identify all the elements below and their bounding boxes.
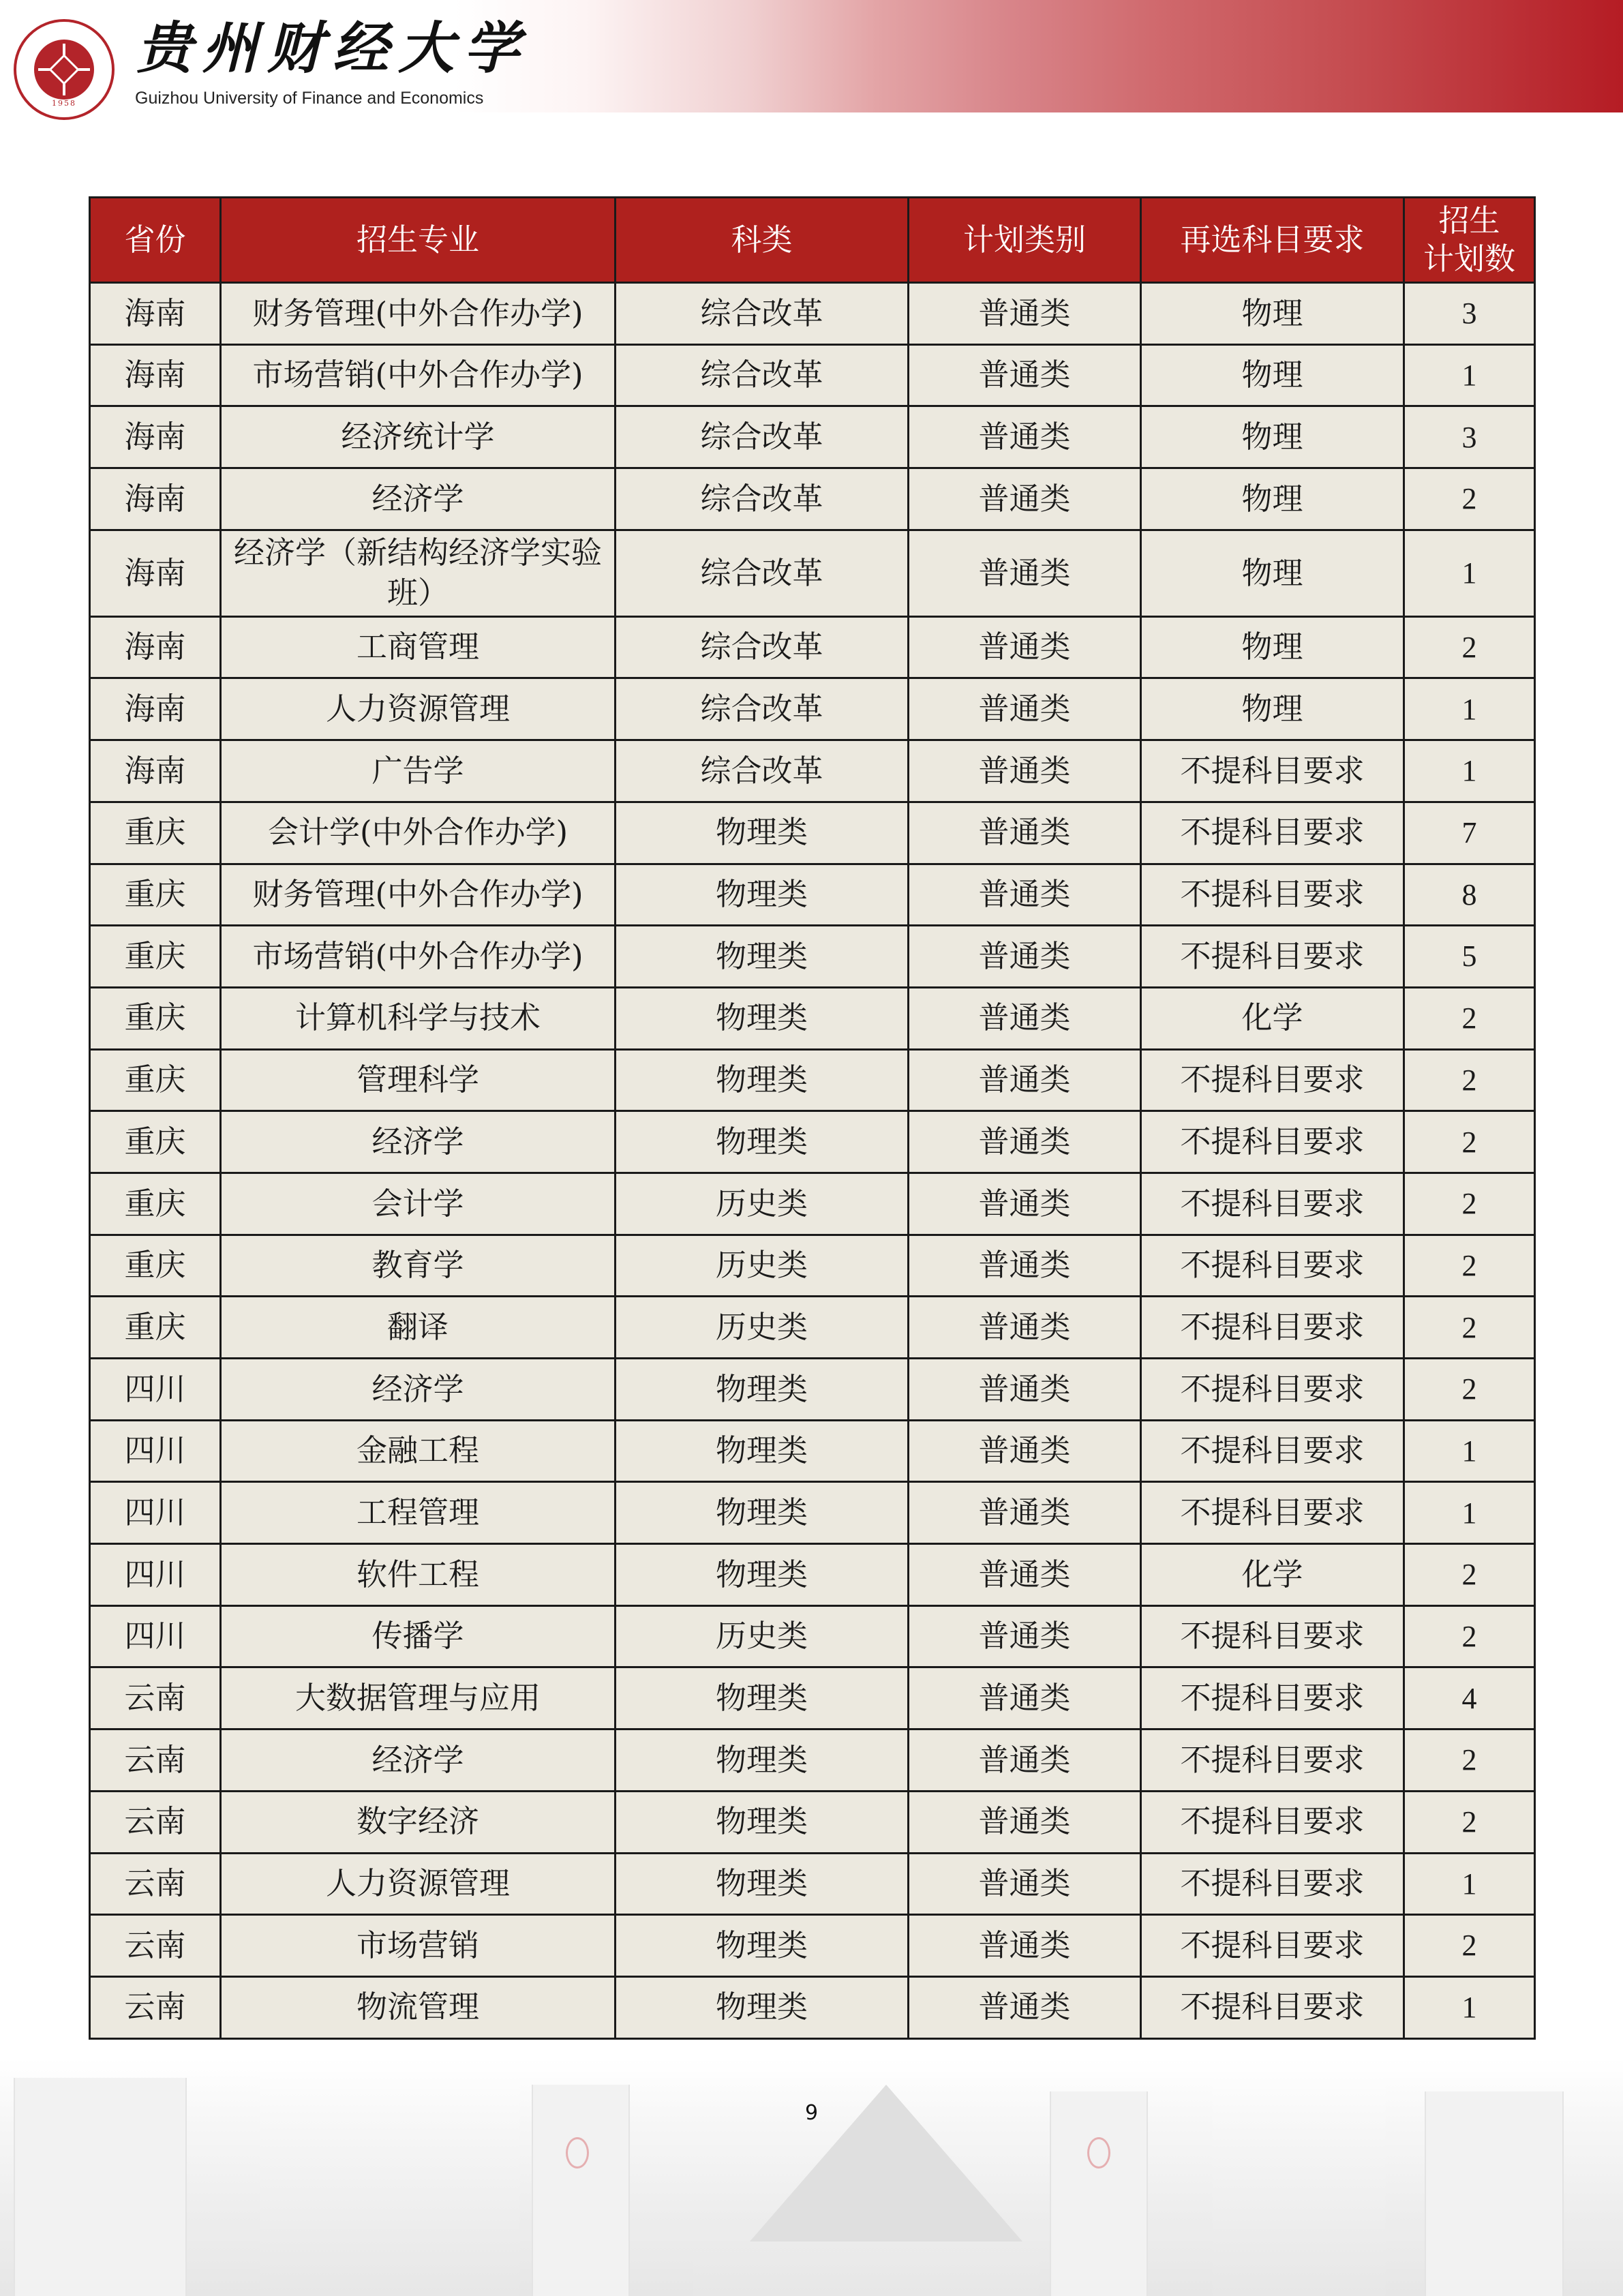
seal-year: 1958 bbox=[52, 99, 76, 108]
major-cell: 财务管理(中外合作办学) bbox=[221, 864, 616, 926]
column-header-label: 再选科目要求 bbox=[1180, 221, 1365, 258]
subject-requirement-cell: 化学 bbox=[1141, 987, 1404, 1049]
province-cell: 重庆 bbox=[90, 987, 221, 1049]
column-header bbox=[1404, 198, 1535, 283]
plan-type-cell: 普通类 bbox=[909, 1791, 1141, 1853]
province-cell: 云南 bbox=[90, 1791, 221, 1853]
plan-type-cell: 普通类 bbox=[909, 283, 1141, 345]
plan-type-cell: 普通类 bbox=[909, 468, 1141, 530]
plan-type-cell: 普通类 bbox=[909, 1544, 1141, 1606]
major-cell: 广告学 bbox=[221, 740, 616, 802]
subject-requirement-cell: 不提科目要求 bbox=[1141, 1791, 1404, 1853]
column-header-label: 招生专业 bbox=[356, 221, 479, 258]
major-cell: 经济学 bbox=[221, 468, 616, 530]
subject-category-cell: 综合改革 bbox=[616, 406, 909, 468]
plan-type-cell: 普通类 bbox=[909, 1976, 1141, 2038]
subject-requirement-cell: 物理 bbox=[1141, 530, 1404, 616]
table-row bbox=[90, 1729, 1535, 1792]
major-cell: 市场营销(中外合作办学) bbox=[221, 344, 616, 406]
table-row bbox=[90, 1297, 1535, 1359]
major-cell: 会计学 bbox=[221, 1173, 616, 1235]
plan-type-cell: 普通类 bbox=[909, 1482, 1141, 1544]
subject-category-cell: 综合改革 bbox=[616, 740, 909, 802]
subject-category-cell: 物理类 bbox=[616, 1544, 909, 1606]
table-row bbox=[90, 1915, 1535, 1977]
subject-requirement-cell: 不提科目要求 bbox=[1141, 1173, 1404, 1235]
subject-category-cell: 物理类 bbox=[616, 1791, 909, 1853]
plan-count-cell: 4 bbox=[1404, 1667, 1535, 1729]
plan-count-cell: 7 bbox=[1404, 802, 1535, 864]
subject-category-cell: 历史类 bbox=[616, 1235, 909, 1297]
major-cell: 经济统计学 bbox=[221, 406, 616, 468]
major-cell: 财务管理(中外合作办学) bbox=[221, 283, 616, 345]
plan-type-cell: 普通类 bbox=[909, 1729, 1141, 1792]
seal-emblem bbox=[34, 40, 94, 100]
table-row bbox=[90, 1235, 1535, 1297]
plan-type-cell: 普通类 bbox=[909, 1111, 1141, 1173]
university-seal-icon bbox=[14, 19, 115, 120]
subject-category-cell: 历史类 bbox=[616, 1605, 909, 1667]
subject-category-cell: 物理类 bbox=[616, 1482, 909, 1544]
plan-type-cell: 普通类 bbox=[909, 616, 1141, 678]
header-row bbox=[90, 198, 1535, 283]
table-row bbox=[90, 864, 1535, 926]
subject-category-cell: 综合改革 bbox=[616, 616, 909, 678]
subject-category-cell: 综合改革 bbox=[616, 530, 909, 616]
table-row bbox=[90, 802, 1535, 864]
column-header bbox=[90, 198, 221, 283]
subject-category-cell: 物理类 bbox=[616, 1359, 909, 1421]
page-number: 9 bbox=[804, 2101, 819, 2125]
university-name-en: Guizhou University of Finance and Economics bbox=[135, 89, 484, 108]
plan-count-cell: 2 bbox=[1404, 616, 1535, 678]
plan-type-cell: 普通类 bbox=[909, 678, 1141, 740]
major-cell: 经济学 bbox=[221, 1111, 616, 1173]
province-cell: 重庆 bbox=[90, 1235, 221, 1297]
province-cell: 重庆 bbox=[90, 1173, 221, 1235]
province-cell: 重庆 bbox=[90, 864, 221, 926]
table-row bbox=[90, 616, 1535, 678]
subject-category-cell: 物理类 bbox=[616, 1111, 909, 1173]
enrollment-plan-table bbox=[89, 196, 1536, 2040]
subject-category-cell: 物理类 bbox=[616, 1853, 909, 1915]
gate-emblem-right-icon bbox=[1087, 2137, 1110, 2169]
table-row bbox=[90, 1049, 1535, 1111]
plan-count-cell: 8 bbox=[1404, 864, 1535, 926]
major-cell: 翻译 bbox=[221, 1297, 616, 1359]
province-cell: 四川 bbox=[90, 1605, 221, 1667]
plan-type-cell: 普通类 bbox=[909, 344, 1141, 406]
column-header-label: 计划数 bbox=[1423, 241, 1515, 277]
subject-category-cell: 物理类 bbox=[616, 987, 909, 1049]
subject-category-cell: 历史类 bbox=[616, 1173, 909, 1235]
plan-count-cell: 2 bbox=[1404, 1729, 1535, 1792]
plan-count-cell: 1 bbox=[1404, 344, 1535, 406]
subject-requirement-cell: 物理 bbox=[1141, 678, 1404, 740]
subject-category-cell: 物理类 bbox=[616, 1049, 909, 1111]
gate-emblem-left-icon bbox=[566, 2137, 589, 2169]
table-row bbox=[90, 1605, 1535, 1667]
subject-requirement-cell: 不提科目要求 bbox=[1141, 1667, 1404, 1729]
major-cell: 传播学 bbox=[221, 1605, 616, 1667]
column-header bbox=[221, 198, 616, 283]
plan-type-cell: 普通类 bbox=[909, 1605, 1141, 1667]
subject-requirement-cell: 不提科目要求 bbox=[1141, 1605, 1404, 1667]
table-row bbox=[90, 1853, 1535, 1915]
major-cell: 计算机科学与技术 bbox=[221, 987, 616, 1049]
province-cell: 重庆 bbox=[90, 1049, 221, 1111]
subject-category-cell: 物理类 bbox=[616, 864, 909, 926]
table-row bbox=[90, 283, 1535, 345]
subject-requirement-cell: 物理 bbox=[1141, 283, 1404, 345]
plan-count-cell: 3 bbox=[1404, 283, 1535, 345]
table-row bbox=[90, 678, 1535, 740]
subject-category-cell: 综合改革 bbox=[616, 468, 909, 530]
column-header-label: 计划类别 bbox=[962, 221, 1086, 258]
subject-requirement-cell: 不提科目要求 bbox=[1141, 1297, 1404, 1359]
major-cell: 教育学 bbox=[221, 1235, 616, 1297]
plan-type-cell: 普通类 bbox=[909, 1359, 1141, 1421]
plan-type-cell: 普通类 bbox=[909, 864, 1141, 926]
table-row bbox=[90, 926, 1535, 988]
province-cell: 云南 bbox=[90, 1667, 221, 1729]
subject-requirement-cell: 物理 bbox=[1141, 344, 1404, 406]
major-cell: 管理科学 bbox=[221, 1049, 616, 1111]
table-body bbox=[90, 283, 1535, 2039]
table-row bbox=[90, 1791, 1535, 1853]
province-cell: 海南 bbox=[90, 406, 221, 468]
table-row bbox=[90, 1359, 1535, 1421]
major-cell: 数字经济 bbox=[221, 1791, 616, 1853]
province-cell: 云南 bbox=[90, 1976, 221, 2038]
province-cell: 云南 bbox=[90, 1853, 221, 1915]
province-cell: 四川 bbox=[90, 1359, 221, 1421]
subject-requirement-cell: 不提科目要求 bbox=[1141, 1235, 1404, 1297]
university-name-cn: 贵州财经大学 bbox=[136, 16, 529, 81]
province-cell: 海南 bbox=[90, 344, 221, 406]
plan-count-cell: 2 bbox=[1404, 1544, 1535, 1606]
subject-requirement-cell: 不提科目要求 bbox=[1141, 740, 1404, 802]
plan-count-cell: 1 bbox=[1404, 1976, 1535, 2038]
subject-requirement-cell: 不提科目要求 bbox=[1141, 1853, 1404, 1915]
major-cell: 大数据管理与应用 bbox=[221, 1667, 616, 1729]
province-cell: 海南 bbox=[90, 740, 221, 802]
subject-category-cell: 物理类 bbox=[616, 1976, 909, 2038]
plan-count-cell: 2 bbox=[1404, 1049, 1535, 1111]
subject-requirement-cell: 不提科目要求 bbox=[1141, 1482, 1404, 1544]
table-row bbox=[90, 1173, 1535, 1235]
plan-type-cell: 普通类 bbox=[909, 1297, 1141, 1359]
plan-count-cell: 5 bbox=[1404, 926, 1535, 988]
major-cell: 市场营销(中外合作办学) bbox=[221, 926, 616, 988]
province-cell: 海南 bbox=[90, 678, 221, 740]
table-row bbox=[90, 406, 1535, 468]
subject-category-cell: 物理类 bbox=[616, 1667, 909, 1729]
column-header bbox=[1141, 198, 1404, 283]
plan-type-cell: 普通类 bbox=[909, 740, 1141, 802]
province-cell: 海南 bbox=[90, 616, 221, 678]
subject-category-cell: 物理类 bbox=[616, 1915, 909, 1977]
subject-category-cell: 综合改革 bbox=[616, 283, 909, 345]
table-row bbox=[90, 468, 1535, 530]
table-row bbox=[90, 1667, 1535, 1729]
plan-type-cell: 普通类 bbox=[909, 1235, 1141, 1297]
major-cell: 经济学 bbox=[221, 1359, 616, 1421]
plan-count-cell: 2 bbox=[1404, 1111, 1535, 1173]
plan-type-cell: 普通类 bbox=[909, 1915, 1141, 1977]
plan-count-cell: 2 bbox=[1404, 1297, 1535, 1359]
province-cell: 海南 bbox=[90, 468, 221, 530]
major-cell: 人力资源管理 bbox=[221, 1853, 616, 1915]
province-cell: 四川 bbox=[90, 1482, 221, 1544]
table-row bbox=[90, 1544, 1535, 1606]
subject-requirement-cell: 不提科目要求 bbox=[1141, 1049, 1404, 1111]
plan-type-cell: 普通类 bbox=[909, 1420, 1141, 1482]
plan-count-cell: 1 bbox=[1404, 1482, 1535, 1544]
plan-type-cell: 普通类 bbox=[909, 1173, 1141, 1235]
subject-requirement-cell: 不提科目要求 bbox=[1141, 1976, 1404, 2038]
plan-type-cell: 普通类 bbox=[909, 987, 1141, 1049]
plan-count-cell: 2 bbox=[1404, 1605, 1535, 1667]
plan-count-cell: 2 bbox=[1404, 1915, 1535, 1977]
major-cell: 人力资源管理 bbox=[221, 678, 616, 740]
plan-count-cell: 1 bbox=[1404, 678, 1535, 740]
subject-category-cell: 物理类 bbox=[616, 1729, 909, 1792]
plan-type-cell: 普通类 bbox=[909, 1853, 1141, 1915]
table-row bbox=[90, 1420, 1535, 1482]
plan-count-cell: 2 bbox=[1404, 987, 1535, 1049]
plan-count-cell: 1 bbox=[1404, 530, 1535, 616]
subject-requirement-cell: 物理 bbox=[1141, 616, 1404, 678]
column-header-label: 省份 bbox=[124, 221, 186, 258]
plan-type-cell: 普通类 bbox=[909, 926, 1141, 988]
plan-count-cell: 2 bbox=[1404, 1173, 1535, 1235]
subject-requirement-cell: 不提科目要求 bbox=[1141, 1359, 1404, 1421]
plan-count-cell: 2 bbox=[1404, 1235, 1535, 1297]
subject-category-cell: 综合改革 bbox=[616, 678, 909, 740]
table-row bbox=[90, 1482, 1535, 1544]
subject-requirement-cell: 物理 bbox=[1141, 468, 1404, 530]
table-row bbox=[90, 344, 1535, 406]
subject-category-cell: 历史类 bbox=[616, 1297, 909, 1359]
major-cell: 软件工程 bbox=[221, 1544, 616, 1606]
plan-type-cell: 普通类 bbox=[909, 1667, 1141, 1729]
subject-category-cell: 综合改革 bbox=[616, 344, 909, 406]
major-cell: 工程管理 bbox=[221, 1482, 616, 1544]
subject-requirement-cell: 不提科目要求 bbox=[1141, 1729, 1404, 1792]
plan-type-cell: 普通类 bbox=[909, 530, 1141, 616]
major-cell: 工商管理 bbox=[221, 616, 616, 678]
province-cell: 四川 bbox=[90, 1544, 221, 1606]
province-cell: 重庆 bbox=[90, 802, 221, 864]
plan-count-cell: 2 bbox=[1404, 1791, 1535, 1853]
plan-type-cell: 普通类 bbox=[909, 802, 1141, 864]
subject-requirement-cell: 化学 bbox=[1141, 1544, 1404, 1606]
column-header-label: 科类 bbox=[731, 221, 793, 258]
plan-type-cell: 普通类 bbox=[909, 1049, 1141, 1111]
table-row bbox=[90, 530, 1535, 616]
subject-requirement-cell: 不提科目要求 bbox=[1141, 1915, 1404, 1977]
subject-category-cell: 物理类 bbox=[616, 926, 909, 988]
subject-requirement-cell: 不提科目要求 bbox=[1141, 802, 1404, 864]
plan-count-cell: 1 bbox=[1404, 1420, 1535, 1482]
province-cell: 重庆 bbox=[90, 926, 221, 988]
province-cell: 四川 bbox=[90, 1420, 221, 1482]
major-cell: 物流管理 bbox=[221, 1976, 616, 2038]
province-cell: 海南 bbox=[90, 283, 221, 345]
column-header-label: 招生 bbox=[1438, 202, 1500, 239]
province-cell: 海南 bbox=[90, 530, 221, 616]
major-cell: 市场营销 bbox=[221, 1915, 616, 1977]
major-cell: 经济学（新结构经济学实验班） bbox=[221, 530, 616, 616]
plan-type-cell: 普通类 bbox=[909, 406, 1141, 468]
subject-requirement-cell: 物理 bbox=[1141, 406, 1404, 468]
plan-count-cell: 2 bbox=[1404, 468, 1535, 530]
subject-requirement-cell: 不提科目要求 bbox=[1141, 864, 1404, 926]
major-cell: 会计学(中外合作办学) bbox=[221, 802, 616, 864]
campus-photo-background bbox=[0, 2059, 1623, 2296]
table-row bbox=[90, 1976, 1535, 2038]
subject-category-cell: 物理类 bbox=[616, 1420, 909, 1482]
province-cell: 重庆 bbox=[90, 1111, 221, 1173]
column-header bbox=[909, 198, 1141, 283]
table-row bbox=[90, 1111, 1535, 1173]
subject-requirement-cell: 不提科目要求 bbox=[1141, 1111, 1404, 1173]
province-cell: 云南 bbox=[90, 1729, 221, 1792]
major-cell: 经济学 bbox=[221, 1729, 616, 1792]
plan-count-cell: 1 bbox=[1404, 1853, 1535, 1915]
province-cell: 云南 bbox=[90, 1915, 221, 1977]
province-cell: 重庆 bbox=[90, 1297, 221, 1359]
subject-requirement-cell: 不提科目要求 bbox=[1141, 1420, 1404, 1482]
table-row bbox=[90, 740, 1535, 802]
column-header bbox=[616, 198, 909, 283]
table-row bbox=[90, 987, 1535, 1049]
plan-count-cell: 1 bbox=[1404, 740, 1535, 802]
table-header bbox=[90, 198, 1535, 283]
major-cell: 金融工程 bbox=[221, 1420, 616, 1482]
seal-hexagon bbox=[48, 54, 79, 85]
subject-category-cell: 物理类 bbox=[616, 802, 909, 864]
plan-count-cell: 2 bbox=[1404, 1359, 1535, 1421]
subject-requirement-cell: 不提科目要求 bbox=[1141, 926, 1404, 988]
plan-count-cell: 3 bbox=[1404, 406, 1535, 468]
